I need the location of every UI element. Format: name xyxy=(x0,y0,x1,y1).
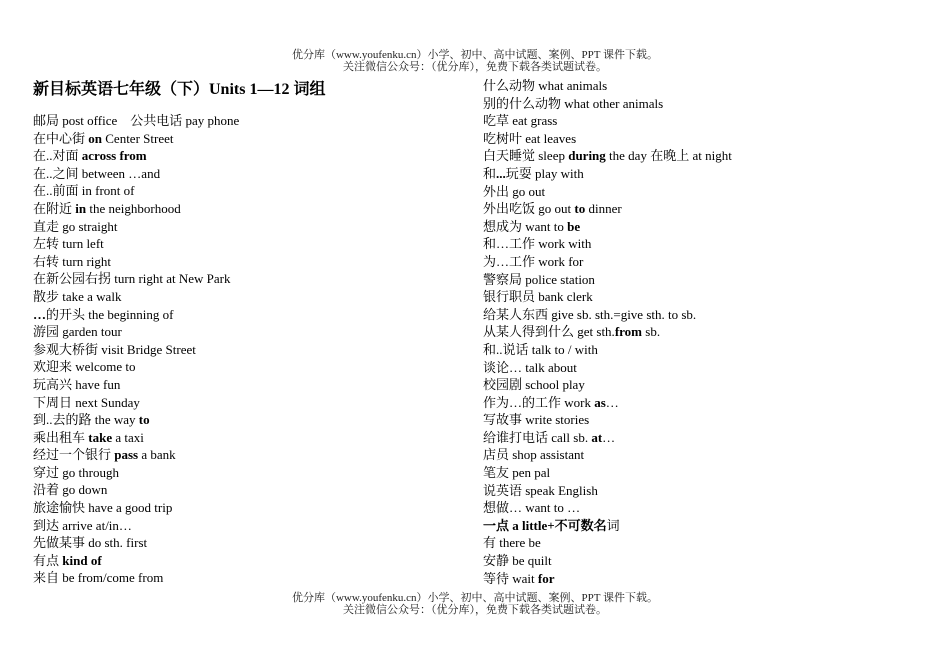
phrase-text: 的开头 the beginning of xyxy=(46,306,174,322)
phrase-item xyxy=(33,306,239,324)
phrase-text: 散步 take a walk xyxy=(33,288,122,304)
phrase-text: 和..说话 talk to / with xyxy=(483,341,598,357)
phrase-text: 什么动物 what animals xyxy=(483,78,608,93)
phrase-item xyxy=(33,130,239,148)
phrase-item xyxy=(33,446,239,464)
phrase-text: 从某人得到什么 get sth. xyxy=(483,324,615,340)
phrase-item xyxy=(483,359,732,377)
phrase-text: 警察局 police station xyxy=(483,271,595,287)
phrase-item xyxy=(483,147,732,165)
phrase-text: … xyxy=(602,429,616,445)
phrase-text: 店员 shop assistant xyxy=(483,447,585,463)
phrase-text: 有 there be xyxy=(483,535,541,551)
phrase-text-bold: on xyxy=(88,130,102,146)
phrase-item xyxy=(483,288,732,306)
phrase-item xyxy=(33,394,239,412)
phrase-text: 和 xyxy=(483,165,497,181)
phrase-text: 笔友 pen pal xyxy=(483,465,551,481)
phrase-item xyxy=(33,376,239,394)
phrase-list-left xyxy=(33,112,239,587)
phrase-text: … xyxy=(605,394,619,410)
phrase-item xyxy=(33,323,239,341)
phrase-text-bold: pass xyxy=(114,447,139,463)
phrase-text: 吃草 eat grass xyxy=(483,113,558,129)
phrase-item xyxy=(483,95,732,113)
phrase-item xyxy=(33,147,239,165)
phrase-text: 先做某事 do sth. first xyxy=(33,535,148,551)
phrase-item xyxy=(483,517,732,535)
phrase-item xyxy=(33,253,239,271)
phrase-item xyxy=(483,429,732,447)
phrase-text: 吃树叶 eat leaves xyxy=(483,130,577,146)
phrase-text: 游园 garden tour xyxy=(33,324,122,340)
phrase-item xyxy=(33,569,239,587)
document-title: 新目标英语七年级（下）Units 1—12 词组 xyxy=(33,81,326,98)
phrase-item xyxy=(483,306,732,324)
phrase-text: 右转 turn right xyxy=(33,253,111,269)
phrase-text-bold: be xyxy=(567,218,581,234)
phrase-item xyxy=(33,517,239,535)
phrase-item xyxy=(33,341,239,359)
phrase-text: 在附近 xyxy=(33,200,76,216)
phrase-text: 给某人东西 give sb. sth.=give sth. to sb. xyxy=(483,306,697,322)
phrase-text: 下周日 next Sunday xyxy=(33,394,140,410)
phrase-item xyxy=(33,358,239,376)
phrase-text: 给谁打电话 call sb. xyxy=(483,429,592,445)
phrase-item xyxy=(483,323,732,341)
phrase-text: 白天睡觉 sleep xyxy=(483,148,569,164)
phrase-text-bold: kind of xyxy=(62,552,102,568)
phrase-item xyxy=(483,183,732,201)
phrase-text-bold: to xyxy=(574,201,586,217)
phrase-item xyxy=(483,376,732,394)
phrase-item xyxy=(33,165,239,183)
phrase-item xyxy=(483,446,732,464)
phrase-text-bold: across from xyxy=(81,148,147,164)
phrase-text: 在..前面 in front of xyxy=(33,183,135,199)
phrase-text-bold: for xyxy=(537,570,555,586)
phrase-text: 银行职员 bank clerk xyxy=(483,289,593,305)
header-banner xyxy=(0,49,950,73)
phrase-text: a taxi xyxy=(112,429,144,445)
phrase-text: the neighborhood xyxy=(86,200,181,216)
phrase-text: 说英语 speak English xyxy=(483,482,598,498)
phrase-item xyxy=(33,182,239,200)
phrase-item xyxy=(33,270,239,288)
phrase-item xyxy=(33,288,239,306)
phrase-text: the day 在晚上 at night xyxy=(605,148,732,164)
phrase-text: 直走 go straight xyxy=(33,218,118,234)
phrase-text-bold: … xyxy=(33,306,46,322)
phrase-item xyxy=(483,77,732,95)
phrase-item xyxy=(483,271,732,289)
phrase-text: 想做… want to … xyxy=(483,500,581,516)
phrase-text: 为…工作 work for xyxy=(483,253,584,269)
phrase-item xyxy=(33,499,239,517)
phrase-item xyxy=(33,411,239,429)
phrase-text: 左转 turn left xyxy=(33,236,104,252)
phrase-text: 外出 go out xyxy=(483,183,546,199)
phrase-item xyxy=(483,200,732,218)
phrase-item xyxy=(483,112,732,130)
phrase-item xyxy=(483,534,732,552)
phrase-item xyxy=(483,411,732,429)
phrase-item xyxy=(483,165,732,183)
phrase-item xyxy=(483,130,732,148)
phrase-text-bold: in xyxy=(75,200,87,216)
footer-banner xyxy=(0,592,950,616)
phrase-item xyxy=(483,394,732,412)
header-banner-line-2: 关注微信公众号：（优分库），免费下载各类试题试卷。 xyxy=(343,61,607,73)
phrase-text: 和…工作 work with xyxy=(483,236,592,252)
phrase-item xyxy=(33,534,239,552)
phrase-text-bold: 一点 a little+不可数名 xyxy=(483,517,607,533)
phrase-text: 玩高兴 have fun xyxy=(33,376,121,392)
phrase-item xyxy=(33,429,239,447)
phrase-text: 作为…的工作 work xyxy=(483,394,595,410)
phrase-text: sb. xyxy=(642,324,661,340)
phrase-text: 安静 be quilt xyxy=(483,553,552,569)
phrase-text: 欢迎来 welcome to xyxy=(33,359,136,375)
phrase-text: 旅途愉快 have a good trip xyxy=(33,500,173,516)
phrase-item xyxy=(483,570,732,588)
phrase-text: 有点 xyxy=(33,552,63,568)
phrase-text: 谈论… talk about xyxy=(483,359,577,375)
phrase-text-bold: as xyxy=(594,394,606,410)
phrase-text: 玩耍 play with xyxy=(505,165,584,181)
phrase-text-bold: ... xyxy=(496,165,506,181)
phrase-text: 穿过 go through xyxy=(33,464,119,480)
phrase-text: 沿着 go down xyxy=(33,482,108,498)
phrase-item xyxy=(33,481,239,499)
phrase-item xyxy=(33,218,239,236)
phrase-item xyxy=(33,200,239,218)
phrase-text: 到达 arrive at/in… xyxy=(33,517,132,533)
phrase-text: 写故事 write stories xyxy=(483,412,590,428)
phrase-item xyxy=(483,235,732,253)
phrase-item xyxy=(483,341,732,359)
phrase-text: 外出吃饭 go out xyxy=(483,201,575,217)
footer-banner-line-1: 优分库（www.youfenku.cn）小学、初中、高中试题、案例、PPT 课件下载。 xyxy=(291,592,659,604)
header-banner-line-1: 优分库（www.youfenku.cn）小学、初中、高中试题、案例、PPT 课件下载。 xyxy=(291,49,659,61)
phrase-text: 邮局 post office 公共电话 pay phone xyxy=(33,113,240,128)
phrase-item xyxy=(33,552,239,570)
phrase-text-bold: to xyxy=(138,412,150,428)
phrase-text: Center Street xyxy=(102,130,174,146)
phrase-text: 想成为 want to xyxy=(483,218,568,234)
phrase-text: 在..对面 xyxy=(33,148,82,164)
phrase-text: 在..之间 between …and xyxy=(33,165,161,181)
footer-banner-line-2: 关注微信公众号：（优分库），免费下载各类试题试卷。 xyxy=(343,604,607,616)
phrase-item xyxy=(483,552,732,570)
phrase-item xyxy=(33,464,239,482)
phrase-text: 在新公园右拐 turn right at New Park xyxy=(33,271,231,287)
phrase-text: a bank xyxy=(138,447,176,463)
phrase-text-bold: from xyxy=(614,324,643,340)
phrase-text: 乘出租车 xyxy=(33,429,89,445)
phrase-item xyxy=(483,499,732,517)
phrase-text: 别的什么动物 what other animals xyxy=(483,95,664,111)
phrase-text: 词 xyxy=(606,517,620,533)
phrase-text: 参观大桥街 visit Bridge Street xyxy=(33,341,196,357)
phrase-text-bold: at xyxy=(591,429,603,445)
phrase-item xyxy=(483,253,732,271)
phrase-text: 等待 wait xyxy=(483,570,538,586)
phrase-text-bold: during xyxy=(568,148,606,164)
phrase-text: dinner xyxy=(585,201,622,217)
phrase-item xyxy=(483,218,732,236)
phrase-item xyxy=(33,235,239,253)
phrase-text: 经过一个银行 xyxy=(33,447,115,463)
phrase-text-bold: take xyxy=(88,429,113,445)
phrase-item xyxy=(483,482,732,500)
phrase-item xyxy=(483,464,732,482)
phrase-text: 来自 be from/come from xyxy=(33,570,164,586)
phrase-text: 在中心街 xyxy=(33,130,89,146)
phrase-text: 校园剧 school play xyxy=(483,377,585,393)
phrase-text: 到..去的路 the way xyxy=(33,412,139,428)
phrase-item xyxy=(33,112,239,130)
phrase-list-right xyxy=(483,77,732,587)
